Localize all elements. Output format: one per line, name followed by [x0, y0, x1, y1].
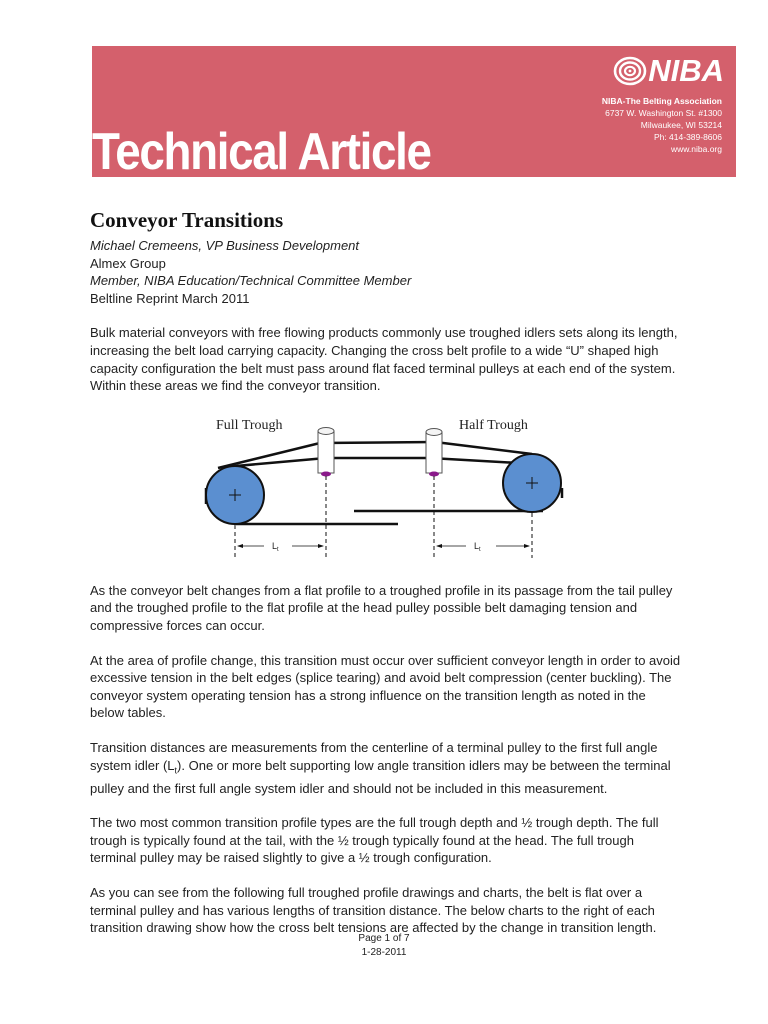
paragraph-1: Bulk material conveyors with free flowing products commonly use troughed idlers sets along its length, increasing the belt load carrying capacity. Changing the cross belt profile to a wide “U” shaped high capacity configuration the belt must pass around flat faced terminal pulleys at each end of the system. Within these areas we find the conveyor transition. — [90, 325, 678, 394]
dimension-left — [237, 541, 324, 553]
page-number: Page 1 of 7 — [358, 933, 410, 944]
head-pulley — [503, 454, 561, 512]
banner-title: Technical Article — [92, 123, 431, 181]
tail-pulley — [206, 466, 264, 524]
contact-street: 6737 W. Washington St. #1300 — [605, 108, 722, 118]
banner-subtitle: Technical Article Content Pulled from the NIBA Belt Line Newsletter — [94, 179, 409, 191]
reprint-line: Beltline Reprint March 2011 — [90, 290, 250, 306]
page-footer — [0, 932, 768, 960]
paragraph-4-part-2: ). One or more belt supporting low angle transition idlers may be between the terminal pulley and the first full angle system idler and should not be included in this measurement. — [90, 757, 671, 796]
belt-top-right — [435, 442, 532, 454]
paragraph-6: As you can see from the following full troughed profile drawings and charts, the belt is flat over a terminal pulley and has various lengths of transition distance. The below charts to the right of each transition drawing show how the cross belt tensions are affected by the change in transition length. — [90, 885, 657, 936]
contact-web[interactable]: www.niba.org — [670, 144, 722, 154]
dimension-right — [436, 541, 530, 553]
dimension-left-label: $L_t$ — [272, 541, 279, 553]
belt-top-middle — [320, 442, 435, 443]
author-line: Michael Cremeens, VP Business Development — [90, 238, 360, 253]
label-full-trough: Full Trough — [216, 418, 283, 433]
paragraph-5: The two most common transition profile types are the full trough depth and ½ trough depth. The full trough is typically found at the tail, with the ½ trough typically found at the head. The full trough terminal pulley may be raised slightly to give a ½ trough configuration. — [90, 815, 659, 866]
paragraph-2: As the conveyor belt changes from a flat profile to a troughed profile in its passage from the tail pulley and the troughed profile to the flat profile at the head pulley possible belt damaging tension and compressive forces can occur. — [90, 582, 673, 633]
target-icon — [613, 56, 647, 86]
company-line: Almex Group — [90, 255, 166, 271]
logo-text: NIBA — [648, 53, 724, 88]
label-half-trough: Half Trough — [459, 418, 528, 433]
dimension-right-label: $L_t$ — [474, 541, 481, 553]
conveyor-transition-diagram — [198, 408, 566, 568]
contact-city: Milwaukee, WI 53214 — [640, 120, 722, 130]
conveyor-diagram-svg — [198, 408, 566, 568]
header-banner — [92, 46, 736, 191]
idler-left — [318, 428, 334, 477]
contact-phone: Ph: 414-389-8606 — [653, 132, 722, 142]
belt-lower-right — [430, 458, 518, 463]
membership-line: Member, NIBA Education/Technical Committee Member — [90, 273, 412, 289]
idler-right-base — [429, 472, 439, 477]
idler-left-base — [321, 472, 331, 477]
paragraph-4-subscript: t — [174, 765, 178, 776]
paragraph-3: At the area of profile change, this transition must occur over sufficient conveyor length in order to avoid excessive tension in the belt edges (splice tearing) and avoid belt compression (center buckling). The conveyor system operating tension has a strong influence on the transition length as noted in the below tables. — [90, 652, 681, 721]
contact-block — [602, 95, 722, 155]
article-body — [90, 208, 682, 937]
paragraph-4-part-1: Transition distances are measurements from the centerline of a terminal pulley to the first full angle system idler (L — [90, 739, 658, 773]
niba-logo — [613, 55, 724, 86]
footer-date: 1-28-2011 — [361, 947, 407, 958]
contact-org: NIBA-The Belting Association — [601, 96, 722, 106]
article-meta — [90, 237, 682, 307]
idler-right — [426, 429, 442, 477]
article-title: Conveyor Transitions — [90, 208, 284, 232]
paragraph-4 — [90, 739, 682, 797]
